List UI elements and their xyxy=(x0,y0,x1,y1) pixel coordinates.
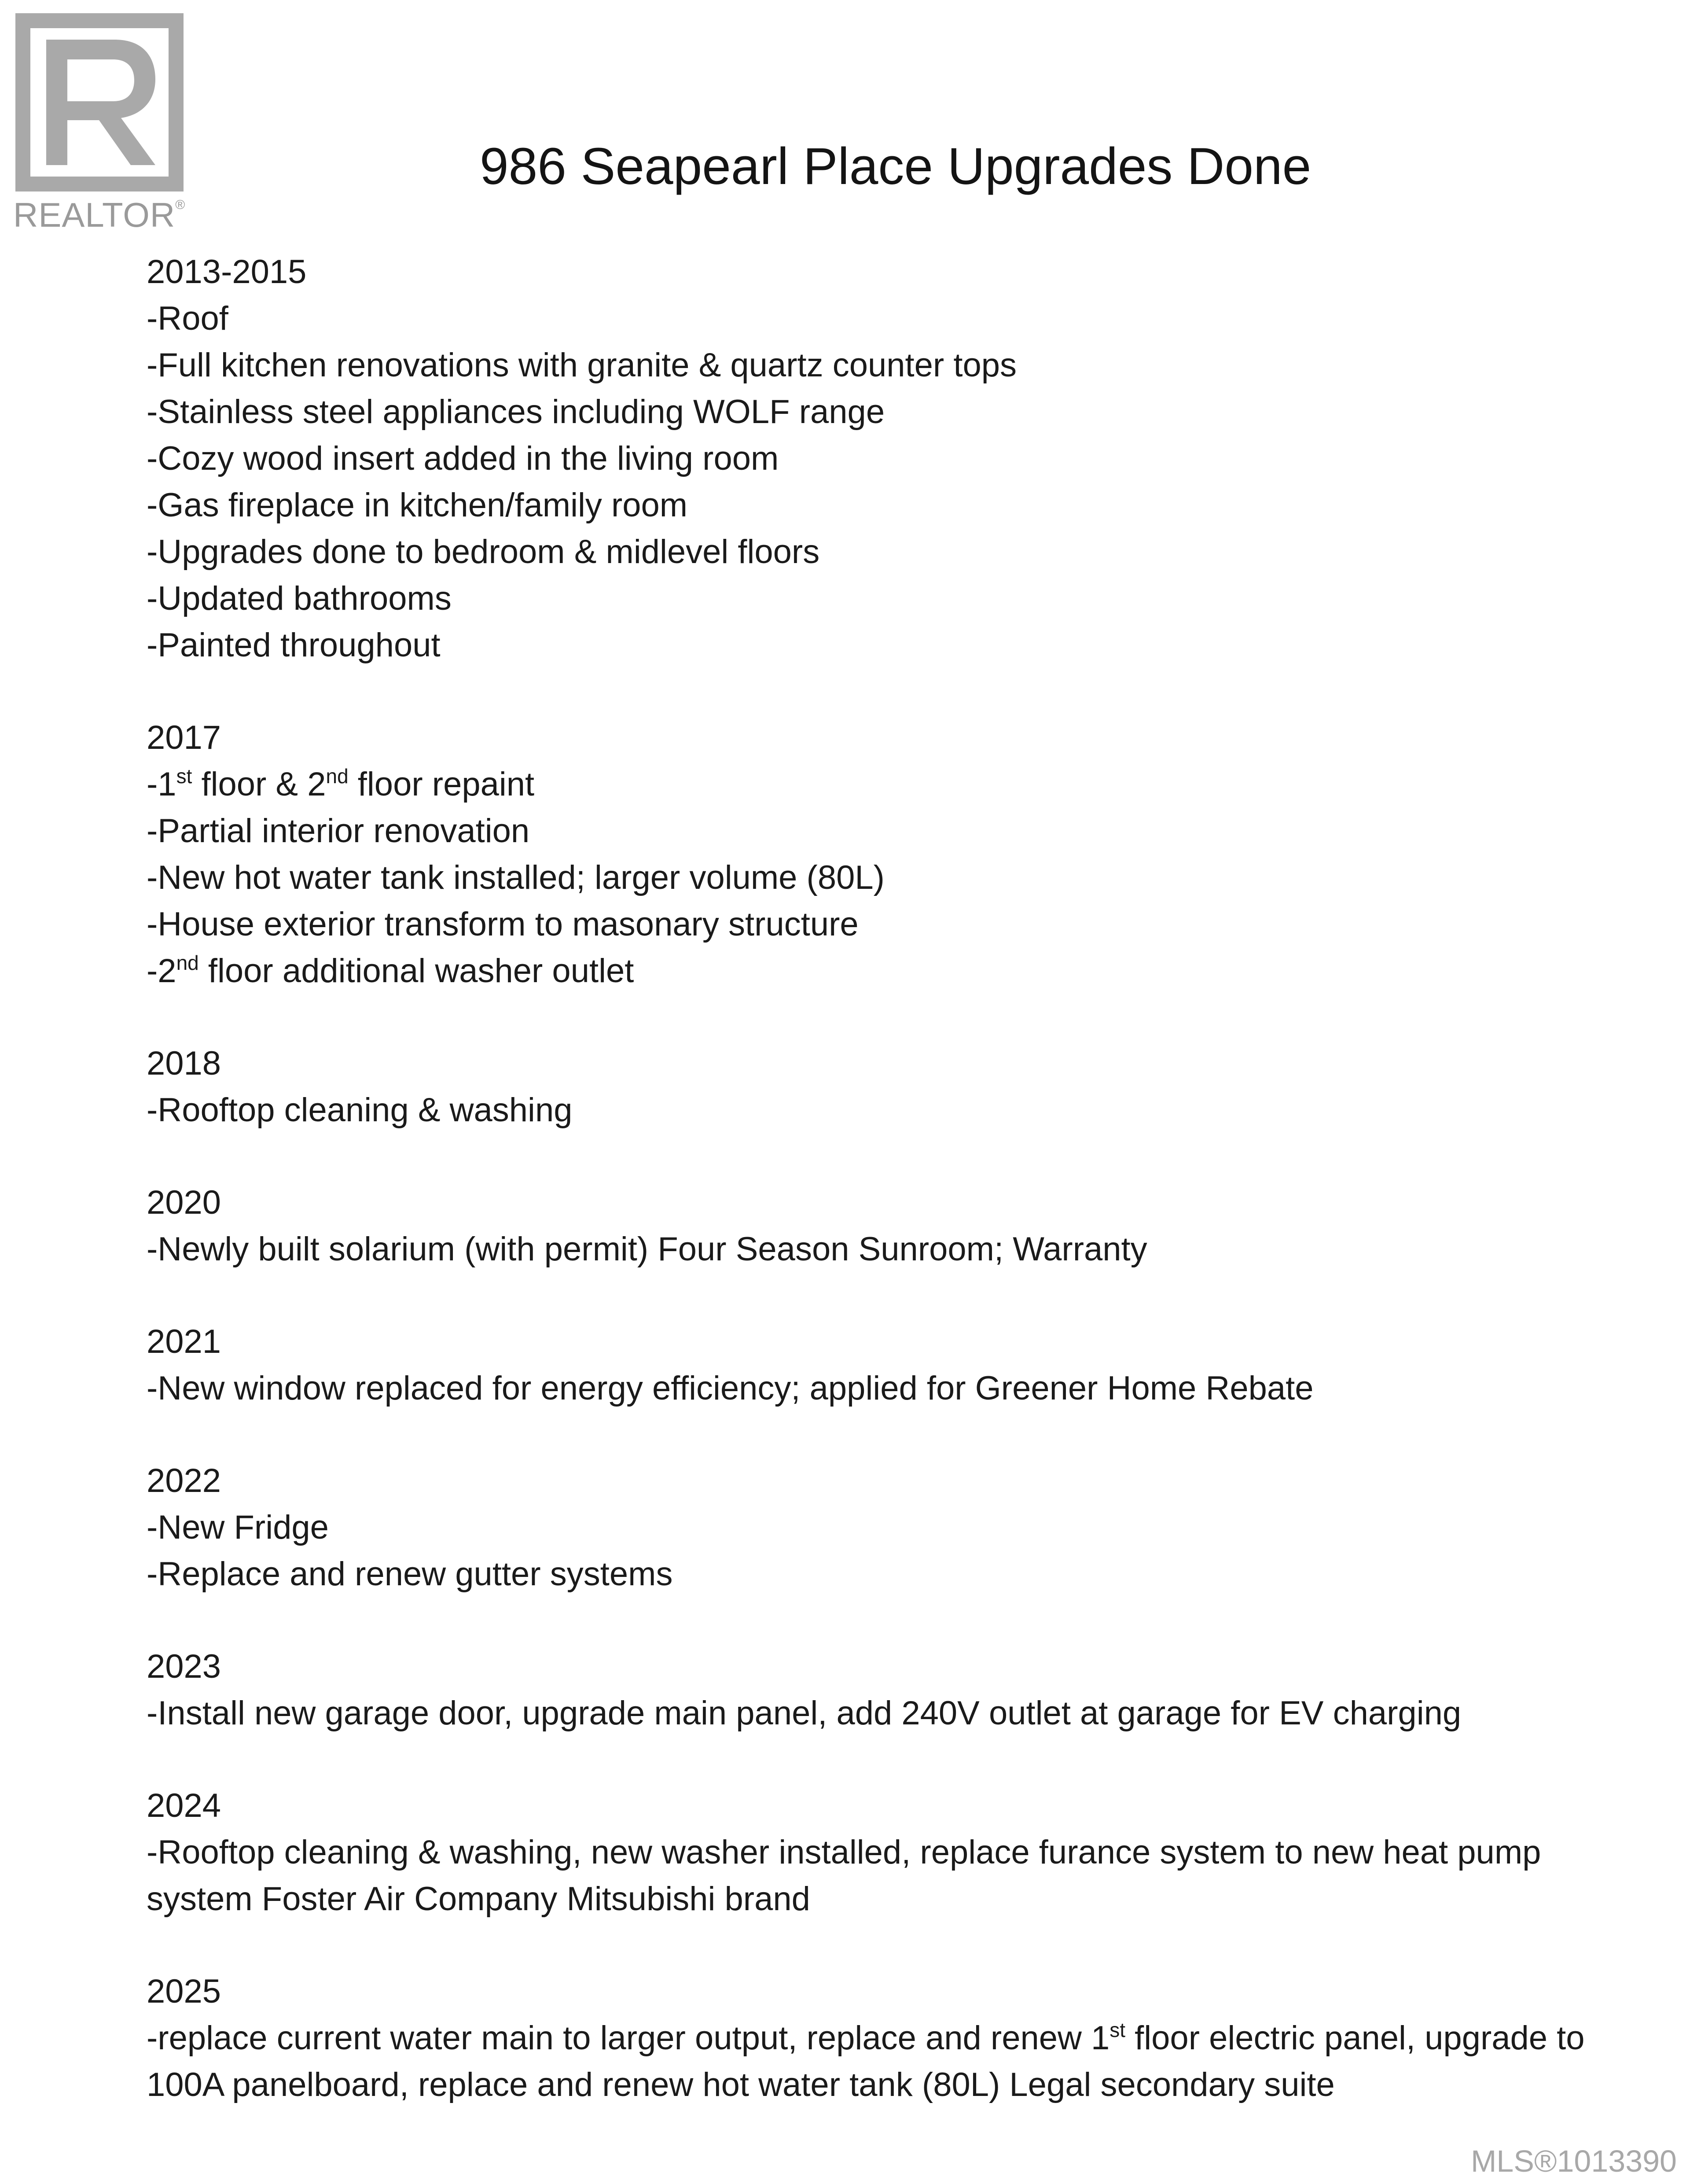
upgrade-item: -Rooftop cleaning & washing xyxy=(147,1091,573,1129)
upgrade-item: -Partial interior renovation xyxy=(147,812,530,850)
year-heading: 2023 xyxy=(147,1648,221,1685)
year-heading: 2013-2015 xyxy=(147,253,307,291)
upgrade-item: -2nd floor additional washer outlet xyxy=(147,951,634,990)
upgrade-item: -Replace and renew gutter systems xyxy=(147,1555,673,1593)
upgrade-item: -Roof xyxy=(147,300,228,337)
year-heading: 2020 xyxy=(147,1184,221,1221)
upgrade-item: -Upgrades done to bedroom & midlevel floors xyxy=(147,533,820,571)
upgrade-item: -Rooftop cleaning & washing, new washer installed, replace furance system to new heat pump system Foster Air Company Mitsubishi brand xyxy=(147,1834,1541,1918)
year-heading: 2021 xyxy=(147,1323,221,1360)
year-heading: 2025 xyxy=(147,1973,221,2010)
upgrade-item: -Full kitchen renovations with granite & quartz counter tops xyxy=(147,346,1017,384)
upgrade-item: -House exterior transform to masonary structure xyxy=(147,906,859,943)
upgrade-item: -Updated bathrooms xyxy=(147,580,452,617)
realtor-logo xyxy=(13,13,198,235)
year-section xyxy=(147,1783,1652,1923)
year-heading: 2018 xyxy=(147,1045,221,1082)
year-section xyxy=(147,1319,1652,1412)
year-section xyxy=(147,1458,1652,1598)
upgrade-item: -Newly built solarium (with permit) Four Season Sunroom; Warranty xyxy=(147,1230,1147,1268)
year-section xyxy=(147,714,1652,994)
year-section xyxy=(147,1179,1652,1273)
year-section xyxy=(147,249,1652,669)
year-heading: 2024 xyxy=(147,1787,221,1824)
year-section xyxy=(147,1968,1652,2108)
upgrade-item: -New Fridge xyxy=(147,1509,329,1546)
upgrade-item: -1st floor & 2nd floor repaint xyxy=(147,765,535,803)
upgrade-item: -New window replaced for energy efficiency; applied for Greener Home Rebate xyxy=(147,1370,1314,1407)
upgrade-item: -Cozy wood insert added in the living room xyxy=(147,440,779,477)
year-section xyxy=(147,1040,1652,1134)
upgrade-item: -replace current water main to larger output, replace and renew 1st floor electric panel, upgrade to 100A panelboard, replace and renew hot water tank (80L) Legal secondary suite xyxy=(147,2018,1585,2103)
upgrade-item: -Gas fireplace in kitchen/family room xyxy=(147,486,688,524)
year-heading: 2022 xyxy=(147,1462,221,1499)
mls-number: MLS®1013390 xyxy=(1470,2144,1677,2178)
year-heading: 2017 xyxy=(147,719,221,756)
realtor-wordmark: REALTOR® xyxy=(13,195,186,234)
page-title: 986 Seapearl Place Upgrades Done xyxy=(480,137,1312,195)
upgrade-item: -Painted throughout xyxy=(147,626,441,664)
year-section xyxy=(147,1643,1652,1737)
upgrade-item: -New hot water tank installed; larger volume (80L) xyxy=(147,859,885,896)
upgrade-item: -Install new garage door, upgrade main panel, add 240V outlet at garage for EV charging xyxy=(147,1694,1462,1732)
upgrades-list xyxy=(147,249,1652,2108)
upgrade-item: -Stainless steel appliances including WOLF range xyxy=(147,393,885,431)
realtor-r-icon xyxy=(15,13,184,192)
